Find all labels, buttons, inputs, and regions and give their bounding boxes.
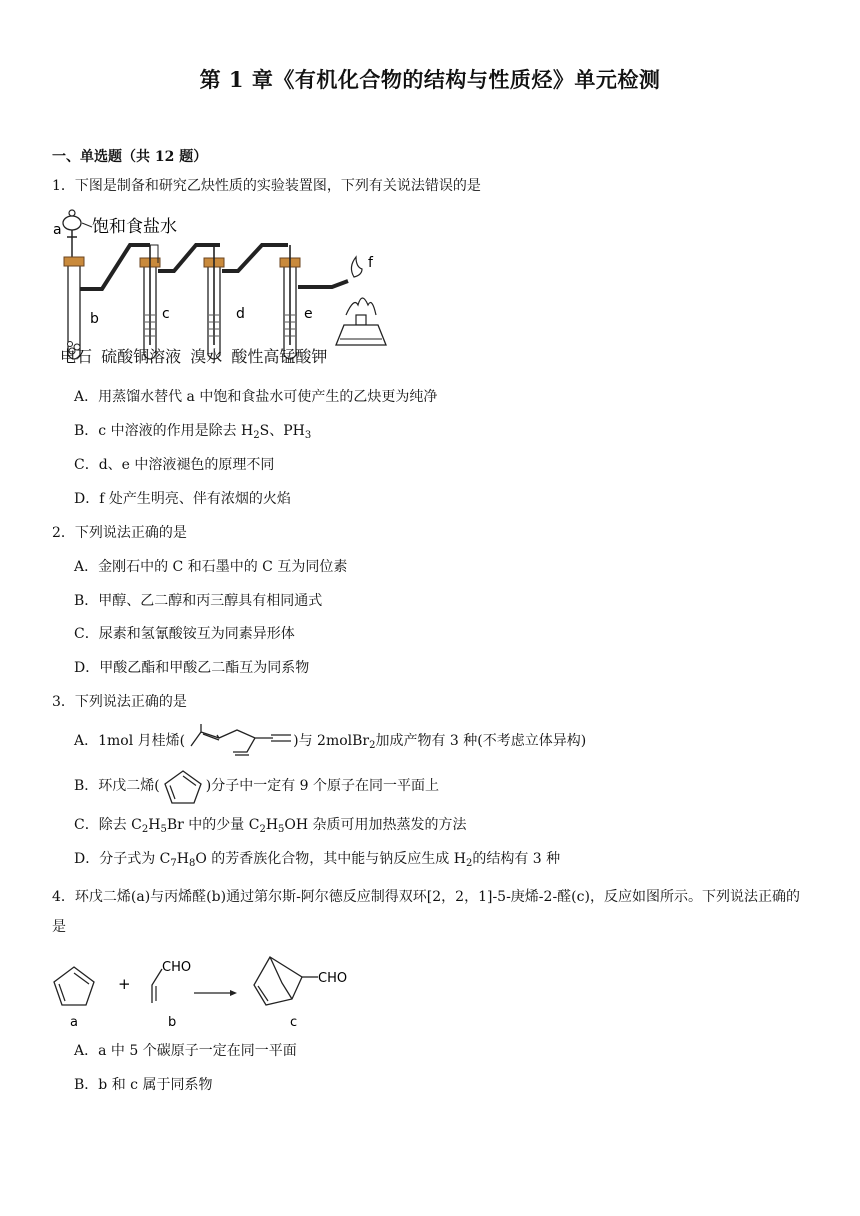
- label-a: a: [53, 222, 62, 238]
- q4-option-a: A．a 中 5 个碳原子一定在同一平面: [74, 1043, 297, 1059]
- q2-stem: 2．下列说法正确的是: [52, 525, 187, 541]
- q2-option-d: D．甲酸乙酯和甲酸乙二酯互为同系物: [74, 660, 310, 676]
- burner-flame: [346, 298, 376, 315]
- label-b: b: [90, 311, 99, 327]
- funnel-bulb: [63, 216, 81, 230]
- page-title: 第 1 章《有机化合物的结构与性质烃》单元检测: [199, 67, 661, 92]
- label-e: e: [304, 306, 313, 322]
- acrolein-b: [152, 969, 162, 1003]
- cyclopentadiene-structure: [160, 767, 206, 805]
- q3-stem: 3．下列说法正确的是: [52, 694, 187, 710]
- q3-option-c: C．除去 $C_2H_5Br$ 中的少量 $C_2H_5OH$ 杂质可用加热蒸发的方法: [74, 817, 467, 835]
- q3-option-d: D．分子式为 $C_7H_8O$ 的芳香族化合物，其中能与钠反应生成 $H_2$的结构有 3 种: [74, 851, 561, 869]
- label-d: d: [236, 306, 245, 322]
- q2-option-b: B．甲醇、乙二醇和丙三醇具有相同通式: [74, 593, 323, 609]
- q3-option-a: A．1mol 月桂烯( )与 2molBr$_2$加成产物有 3 种(不考虑立体异构): [74, 722, 586, 765]
- flame-f: [351, 257, 362, 277]
- q1-stem: 1．下图是制备和研究乙炔性质的实验装置图，下列有关说法错误的是: [52, 178, 481, 194]
- label-c: c: [162, 306, 170, 322]
- label-saturated-brine: 饱和食盐水: [92, 217, 177, 237]
- q1-option-a: A．用蒸馏水替代 a 中饱和食盐水可使产生的乙炔更为纯净: [74, 389, 438, 405]
- q4-stem: 4．环戊二烯(a)与丙烯醛(b)通过第尔斯-阿尔德反应制得双环[2，2，1]-5-庚烯-2-醛(c)，反应如图所示。下列说法正确的是: [52, 889, 800, 935]
- caption-calcium-carbide: 电石: [60, 347, 93, 366]
- caption-kmno4: 酸性高锰酸钾: [231, 347, 328, 366]
- cho-b: CHO: [162, 960, 192, 975]
- q2-option-a: A．金刚石中的 C 和石墨中的 C 互为同位素: [74, 559, 348, 575]
- alcohol-lamp: [336, 325, 386, 345]
- myrcene-structure: [185, 722, 293, 760]
- q1-option-c: C．d、e 中溶液褪色的原理不同: [74, 457, 275, 473]
- bicyclic-product-c: [254, 957, 318, 1005]
- label-f: f: [368, 255, 373, 271]
- label-c: c: [290, 1015, 298, 1030]
- plus-sign: +: [118, 975, 131, 993]
- caption-copper-sulfate: 硫酸铜溶液: [101, 347, 182, 366]
- caption-bromine-water: 溴水: [190, 347, 223, 366]
- q2-option-c: C．尿素和氢氰酸铵互为同素异形体: [74, 626, 295, 642]
- label-b: b: [168, 1015, 177, 1030]
- section-heading: 一、单选题（共 12 题）: [52, 149, 208, 165]
- label-a: a: [70, 1015, 78, 1030]
- q4-reaction-figure: [44, 955, 364, 1035]
- q1-figure-captions: [60, 344, 327, 367]
- q1-option-d: D．f 处产生明亮、伴有浓烟的火焰: [74, 491, 291, 507]
- q1-option-b: B．c 中溶液的作用是除去 $H_2S$、$PH_3$: [74, 423, 312, 441]
- q4-option-b: B．b 和 c 属于同系物: [74, 1077, 213, 1093]
- cho-c: CHO: [318, 971, 348, 986]
- q3-option-b: B．环戊二烯( )分子中一定有 9 个原子在同一平面上: [74, 767, 439, 805]
